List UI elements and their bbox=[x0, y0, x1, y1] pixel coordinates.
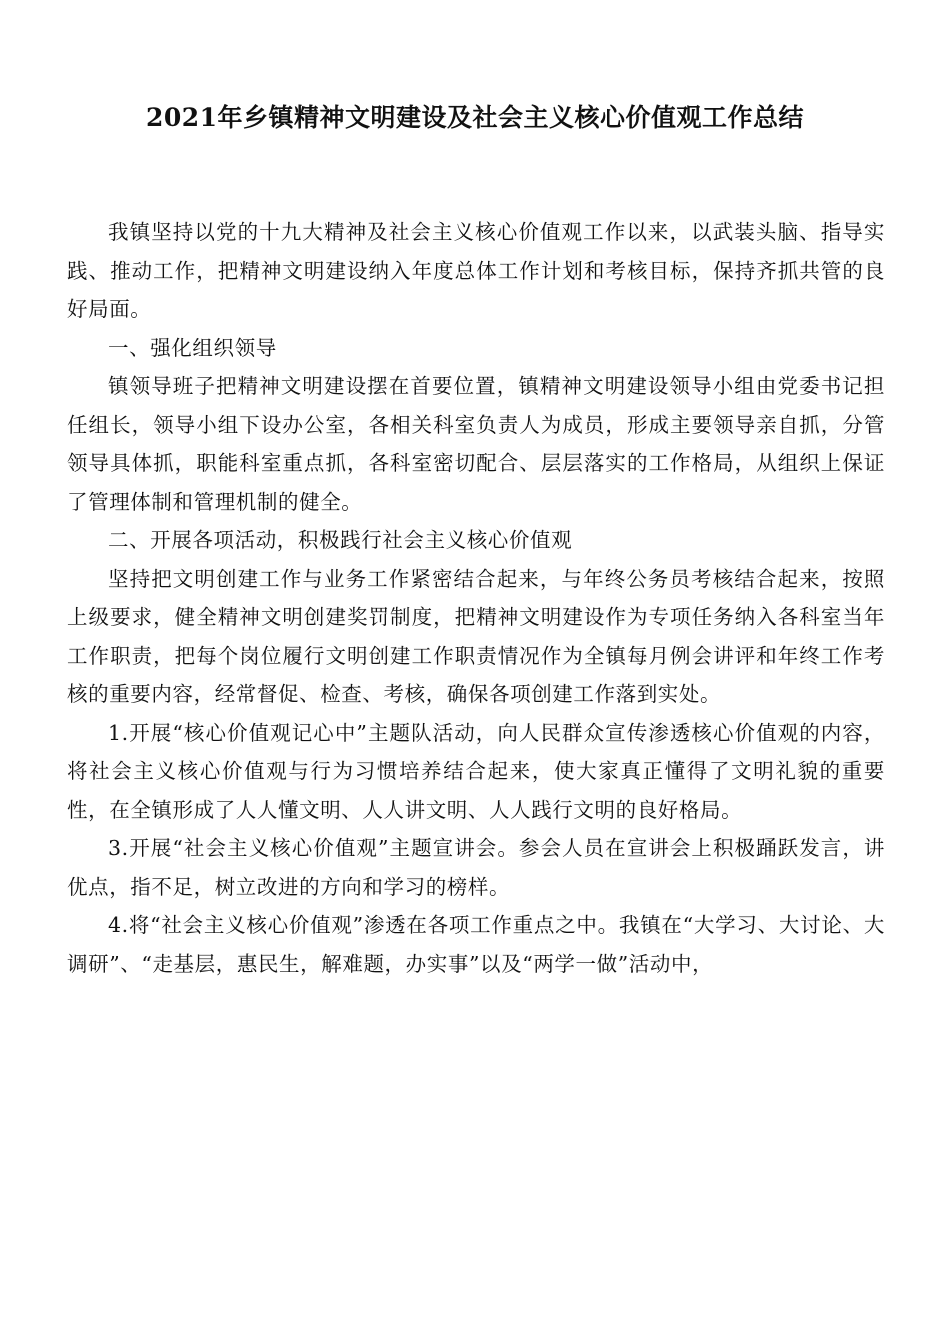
document-title: 2021年乡镇精神文明建设及社会主义核心价值观工作总结 bbox=[145, 103, 805, 132]
document-body bbox=[67, 213, 885, 983]
paragraph-organization: 镇领导班子把精神文明建设摆在首要位置，镇精神文明建设领导小组由党委书记担任组长，领导小组下设办公室，各相关科室负责人为成员，形成主要领导亲自抓，分管领导具体抓，职能科室重点抓，各科室密切配合、层层落实的工作格局，从组织上保证了管理体制和管理机制的健全。 bbox=[67, 374, 885, 514]
section-heading-1: 一、强化组织领导 bbox=[108, 335, 277, 360]
paragraph-item-1: 1.开展“核心价值观记心中”主题队活动，向人民群众宣传渗透核心价值观的内容，将社会主义核心价值观与行为习惯培养结合起来，使大家真正懂得了文明礼貌的重要性，在全镇形成了人人懂文明、人人讲文明、人人践行文明的良好格局。 bbox=[67, 720, 885, 822]
section-heading-2: 二、开展各项活动，积极践行社会主义核心价值观 bbox=[108, 528, 573, 552]
paragraph-item-4: 4.将“社会主义核心价值观”渗透在各项工作重点之中。我镇在“大学习、大讨论、大调研”、“走基层，惠民生，解难题，办实事”以及“两学一做”活动中， bbox=[67, 913, 885, 976]
paragraph-item-3: 3.开展“社会主义核心价值观”主题宣讲会。参会人员在宣讲会上积极踊跃发言，讲优点，指不足，树立改进的方向和学习的榜样。 bbox=[67, 836, 885, 899]
paragraph-intro: 我镇坚持以党的十九大精神及社会主义核心价值观工作以来，以武装头脑、指导实践、推动工作，把精神文明建设纳入年度总体工作计划和考核目标，保持齐抓共管的良好局面。 bbox=[67, 220, 885, 321]
paragraph-activities: 坚持把文明创建工作与业务工作紧密结合起来，与年终公务员考核结合起来，按照上级要求，健全精神文明创建奖罚制度，把精神文明建设作为专项任务纳入各科室当年工作职责，把每个岗位履行文明创建工作职责情况作为全镇每月例会讲评和年终工作考核的重要内容，经常督促、检查、考核，确保各项创建工作落到实处。 bbox=[67, 566, 885, 706]
